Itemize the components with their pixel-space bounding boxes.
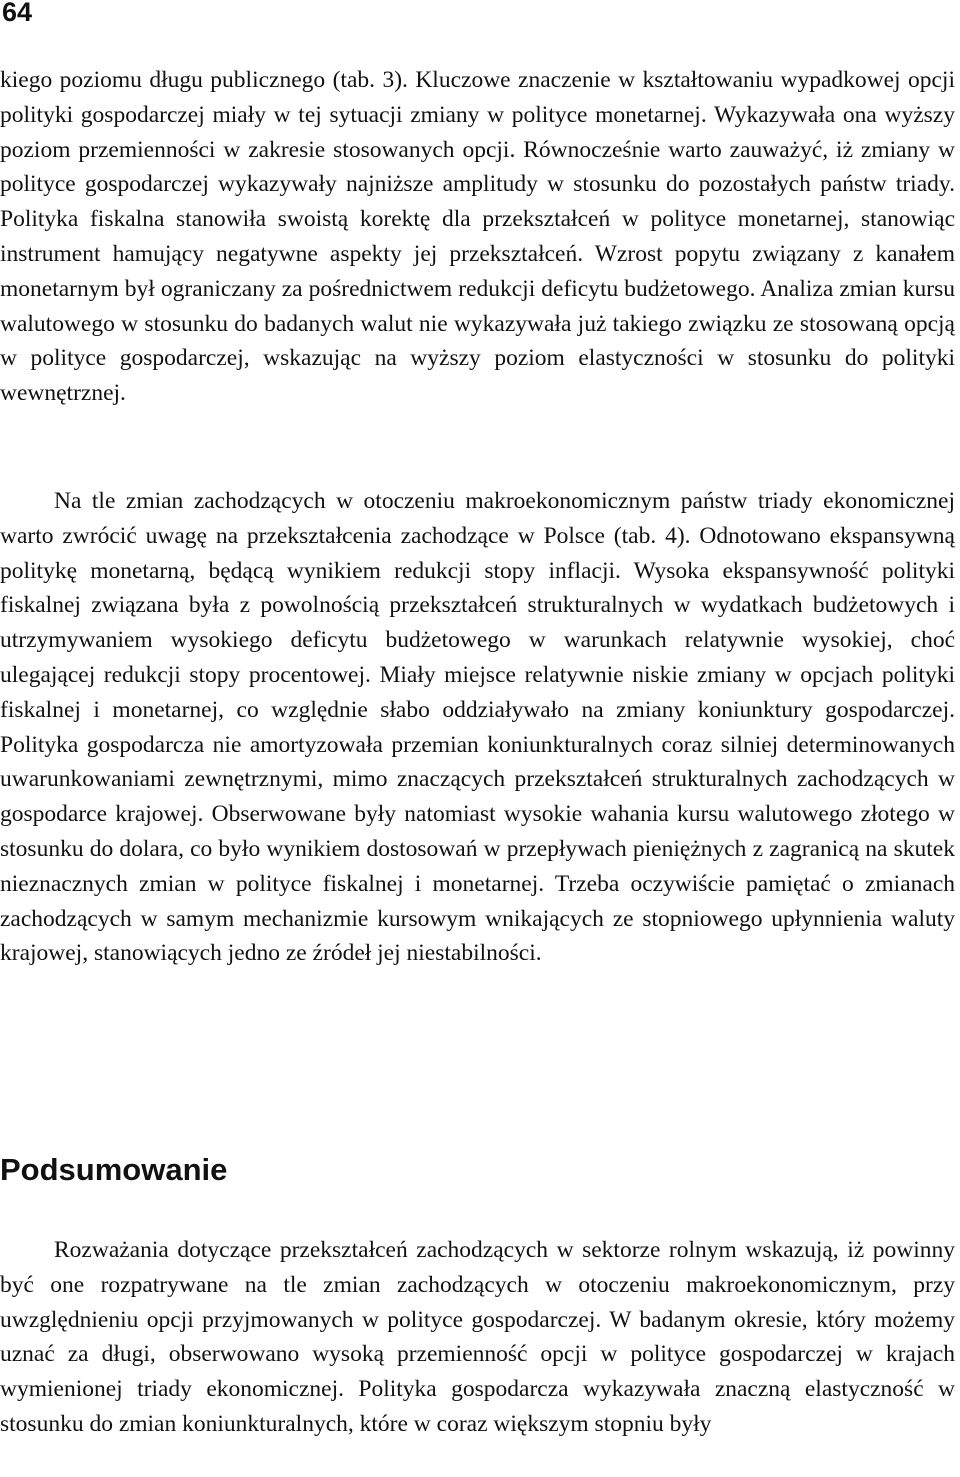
paragraph-3: Rozważania dotyczące przekształceń zachodzących w sektorze rolnym wskazują, iż powinny być one rozpatrywane na tle zmian zachodzących w otoczeniu makroekonomicznym, przy uwzględnieniu opcji przyjmowanych w polityce gospodarczej. W badanym okresie, który możemy uznać za długi, obserwowano wysoką przemienność opcji w polityce gospodarczej w krajach wymienionej triady ekonomicznej. Polityka gospodarcza wykazywała znaczną elastyczność w stosunku do zmian koniunkturalnych, które w coraz większym stopniu były	[0, 1237, 955, 1437]
page-number: 64	[2, 0, 33, 27]
paragraph-1: kiego poziomu długu publicznego (tab. 3). Kluczowe znaczenie w kształtowaniu wypadkowej opcji polityki gospodarczej miały w tej sytuacji zmiany w polityce monetarnej. Wykazywała ona wyższy poziom przemienności w zakresie stosowanych opcji. Równocześnie warto zauważyć, iż zmiany w polityce gospodarczej wykazywały najniższe amplitudy w stosunku do pozostałych państw triady. Polityka fiskalna stanowiła swoistą korektę dla przekształceń w polityce monetarnej, stanowiąc instrument hamujący negatywne aspekty jej przekształceń. Wzrost popytu związany z kanałem monetarnym był ograniczany za pośrednictwem redukcji deficytu budżetowego. Analiza zmian kursu walutowego w stosunku do badanych walut nie wykazywała już takiego związku ze stosowaną opcją w polityce gospodarczej, wskazując na wyższy poziom elastyczności w stosunku do polityki wewnętrznej.	[0, 67, 955, 407]
section-heading: Podsumowanie	[0, 1152, 228, 1187]
paragraph-2: Na tle zmian zachodzących w otoczeniu makroekonomicznym państw triady ekonomicznej warto zwrócić uwagę na przekształcenia zachodzące w Polsce (tab. 4). Odnotowano ekspansywną politykę monetarną, będącą wynikiem redukcji stopy inflacji. Wysoka ekspansywność polityki fiskalnej związana była z powolnością przekształceń strukturalnych w wydatkach budżetowych i utrzymywaniem wysokiego deficytu budżetowego w warunkach relatywnie wysokiej, choć ulegającej redukcji stopy procentowej. Miały miejsce relatywnie niskie zmiany w opcjach polityki fiskalnej i monetarnej, co względnie słabo oddziaływało na zmiany koniunktury gospodarczej. Polityka gospodarcza nie amortyzowała przemian koniunkturalnych coraz silniej determinowanych uwarunkowaniami zewnętrznymi, mimo znaczących przekształceń strukturalnych zachodzących w gospodarce krajowej. Obserwowane były natomiast wysokie wahania kursu walutowego złotego w stosunku do dolara, co było wynikiem dostosowań w przepływach pieniężnych z zagranicą na skutek nieznacznych zmian w polityce fiskalnej i monetarnej. Trzeba oczywiście pamiętać o zmianach zachodzących w samym mechanizmie kursowym wnikających ze stopniowego upłynnienia waluty krajowej, stanowiących jedno ze źródeł jej niestabilności.	[0, 488, 955, 967]
